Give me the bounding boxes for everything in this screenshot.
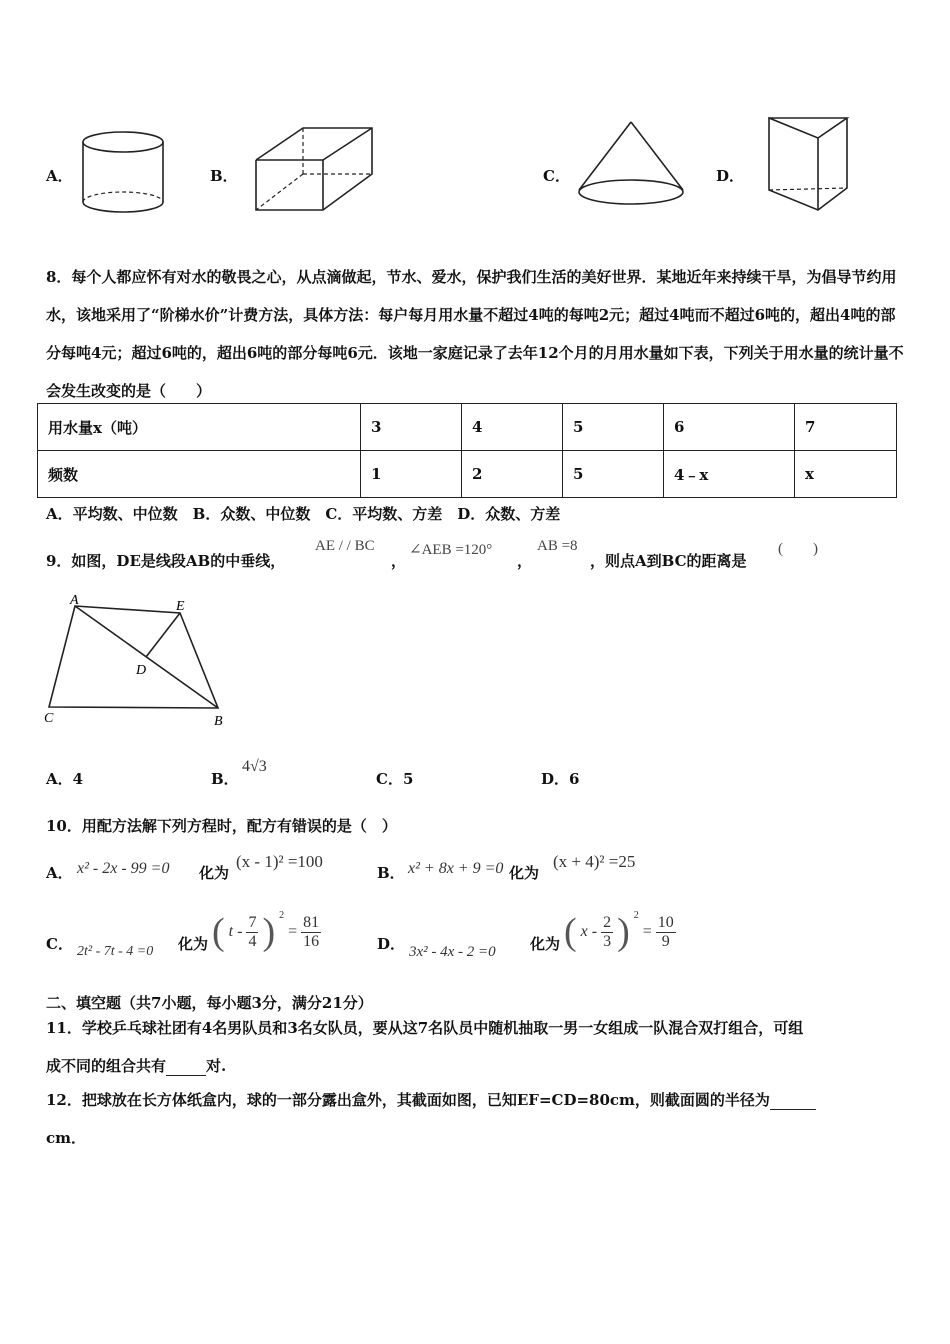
point-e-label: E	[176, 599, 185, 614]
c-result-numerator: 81	[303, 913, 320, 931]
condition-parallel: AE / / BC	[315, 538, 375, 554]
point-c-label: C	[44, 711, 54, 726]
table-row	[38, 451, 897, 498]
q10-option-a-equation: x² - 2x - 99 =0	[77, 860, 170, 877]
q10-option-c-label: C．	[46, 935, 73, 953]
q10-option-a-convert: 化为	[199, 864, 230, 882]
option-b-label: B．	[210, 167, 238, 185]
triangular-prism-figure	[760, 112, 856, 216]
condition-angle: ∠AEB =120°	[409, 542, 493, 558]
condition-length: AB =8	[537, 538, 578, 554]
d-variable: x -	[580, 923, 598, 940]
q10-option-d-label: D．	[377, 935, 406, 953]
cylinder-figure	[78, 130, 170, 214]
geometry-figure	[38, 590, 238, 730]
q10-option-c-equation: 2t² - 7t - 4 =0	[77, 944, 154, 959]
table-cell: 用水量x（吨）	[38, 404, 361, 451]
question-12-unit: cm．	[46, 1129, 87, 1147]
separator: ，	[517, 552, 533, 570]
q10-option-d-result: ( x - $\frac{2}{3}$ ) $^2$ = $\frac{10}{9}$	[564, 910, 674, 953]
table-cell: 1	[361, 451, 462, 498]
table-cell: 7	[795, 404, 897, 451]
point-d-label: D	[136, 663, 147, 678]
question-10-title: 10．用配方法解下列方程时，配方有错误的是（ ）	[46, 817, 397, 835]
q9-option-c: C．5	[376, 770, 414, 788]
question-11-line1: 11．学校乒乓球社团有4名男队员和3名女队员，要从这7名队员中随机抽取一男一女组成一队混合双打组合，可组	[46, 1019, 804, 1037]
table-cell: 4﹣x	[664, 451, 795, 498]
question-11-line2	[46, 1055, 906, 1076]
question-12-text: 12．把球放在长方体纸盒内，球的一部分露出盒外，其截面如图，已知EF=CD=80cm，则截面圆的半径为	[46, 1091, 770, 1109]
q10-option-b-label: B．	[377, 864, 405, 882]
question-9-suffix: ，则点A到BC的距离是	[590, 552, 747, 570]
table-cell: 3	[361, 404, 462, 451]
point-a-label: A	[70, 593, 79, 608]
q10-option-c-result: ( t - $\frac{7}{4}$ ) $^2$ = $\frac{81}{16}$	[212, 910, 320, 953]
table-cell: 5	[563, 451, 664, 498]
table-cell: 5	[563, 404, 664, 451]
cone-figure	[574, 118, 690, 212]
d-result-denominator: 9	[661, 932, 670, 950]
answer-blank[interactable]	[166, 1057, 206, 1076]
section-2-heading: 二、填空题（共7小题，每小题3分，满分21分）	[46, 994, 373, 1012]
q10-option-d-equation: 3x² - 4x - 2 =0	[409, 944, 496, 960]
q10-option-b-convert: 化为	[509, 864, 540, 882]
table-row	[38, 404, 897, 451]
option-c-label: C．	[543, 167, 570, 185]
q10-option-a-label: A．	[46, 864, 73, 882]
q10-option-a-result: (x - 1)² =100	[236, 852, 323, 871]
c-numerator: 7	[248, 913, 257, 931]
water-usage-table	[37, 403, 897, 498]
table-cell: 频数	[38, 451, 361, 498]
q10-option-d-convert: 化为	[530, 935, 561, 953]
d-result-numerator: 10	[657, 913, 674, 931]
table-cell: 2	[462, 451, 563, 498]
c-variable: t -	[228, 923, 243, 940]
answer-blank[interactable]	[770, 1091, 816, 1110]
q10-option-b-equation: x² + 8x + 9 =0	[408, 860, 504, 877]
c-denominator: 4	[248, 932, 257, 950]
question-11-text: 成不同的组合共有	[46, 1057, 167, 1075]
d-exponent: 2	[633, 910, 639, 921]
cuboid-figure	[248, 122, 380, 216]
point-b-label: B	[214, 714, 223, 729]
table-cell: 4	[462, 404, 563, 451]
d-numerator: 2	[603, 913, 612, 931]
option-d-label: D．	[716, 167, 745, 185]
c-exponent: 2	[279, 910, 285, 921]
q10-option-b-result: (x + 4)² =25	[553, 852, 636, 871]
q10-option-c-convert: 化为	[178, 935, 209, 953]
question-11-unit: 对.	[206, 1057, 227, 1075]
question-12-line1	[46, 1089, 906, 1110]
question-9-prefix: 9．如图，DE是线段AB的中垂线，	[46, 552, 286, 570]
table-cell: 6	[664, 404, 795, 451]
answer-paren: ( )	[778, 541, 818, 557]
question-8-options: A．平均数、中位数 B．众数、中位数 C．平均数、方差 D．众数、方差	[46, 505, 561, 523]
table-cell: x	[795, 451, 897, 498]
separator: ，	[391, 552, 407, 570]
q9-option-d: D．6	[541, 770, 580, 788]
c-result-denominator: 16	[303, 932, 320, 950]
option-a-label: A．	[46, 167, 73, 185]
q9-option-b-label: B．	[211, 770, 239, 788]
q9-option-a: A．4	[46, 770, 84, 788]
q9-option-b-value: 4√3	[242, 758, 267, 775]
question-8-text: 8．每个人都应怀有对水的敬畏之心，从点滴做起，节水、爱水，保护我们生活的美好世界．某地近年来持续干旱，为倡导节约用水，该地采用了“阶梯水价”计费方法，具体方法：每户每月用水量不超过4吨的每吨2元；超过4吨而不超过6吨的，超出4吨的部分每吨4元；超过6吨的，超出6吨的部分每吨6元．该地一家庭记录了去年12个月的月用水量如下表，下列关于用水量的统计量不会发生改变的是（ ）	[46, 268, 904, 400]
d-denominator: 3	[603, 932, 612, 950]
